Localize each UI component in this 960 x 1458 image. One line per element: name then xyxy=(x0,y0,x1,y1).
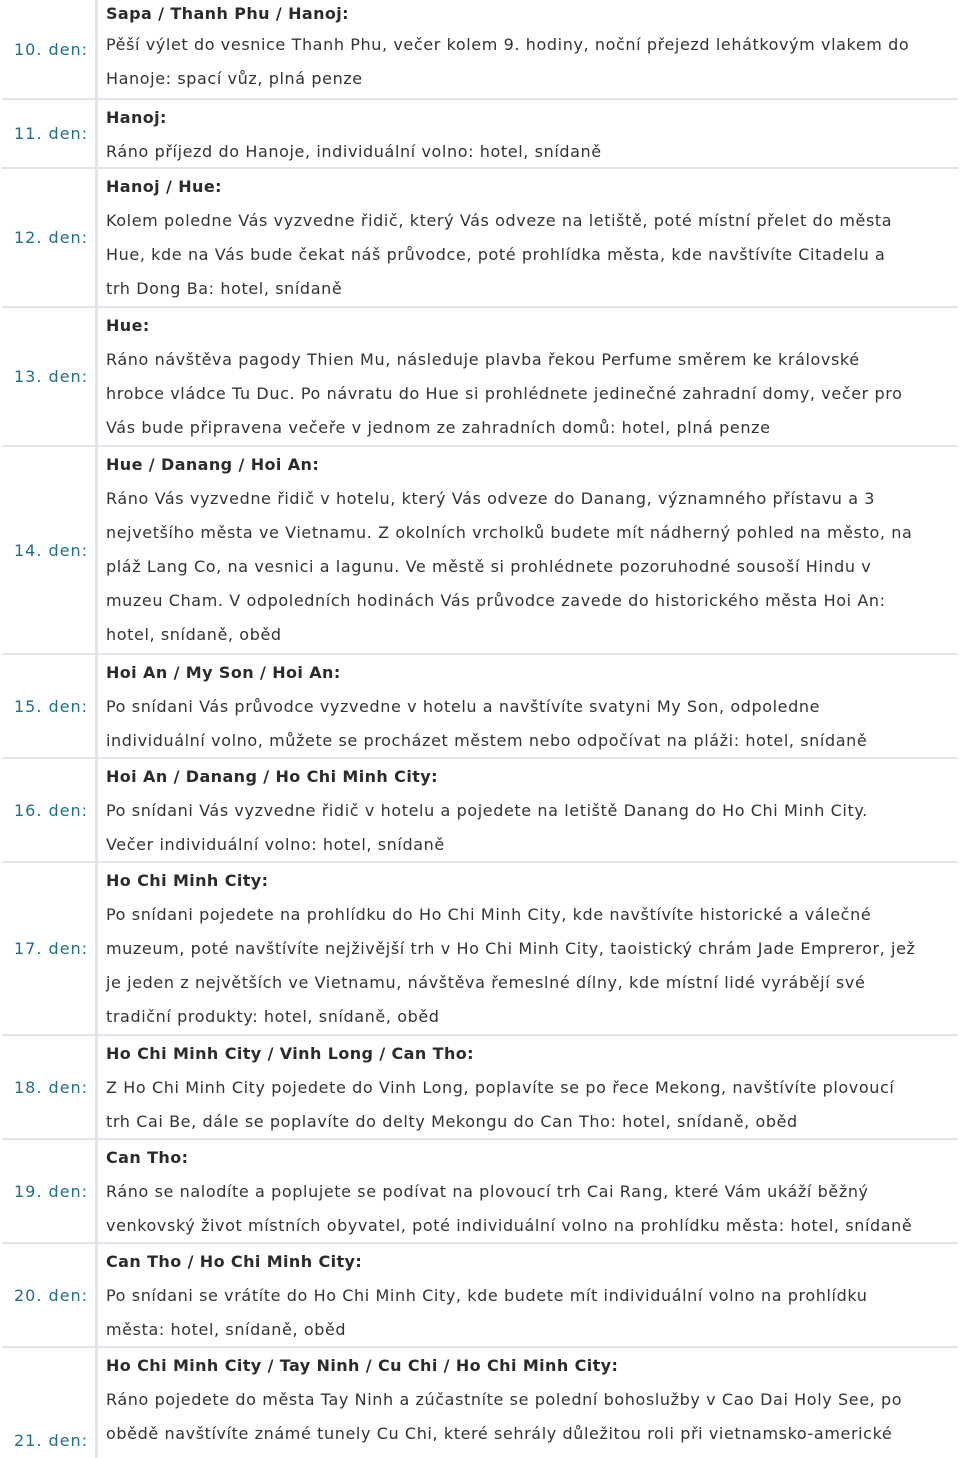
day-text: muzeu Cham. V odpoledních hodinách Vás průvodce zavede do historického města Hoi An: xyxy=(106,591,886,610)
day-text: nejvetšího města ve Vietnamu. Z okolních vrcholků budete mít nádherný pohled na město, na xyxy=(106,523,913,542)
day-text: trh Dong Ba: hotel, snídaně xyxy=(106,279,343,298)
day-label: 10. den: xyxy=(2,0,98,98)
day-content xyxy=(98,759,958,861)
day-title: Ho Chi Minh City / Tay Ninh / Cu Chi / Ho Chi Minh City: xyxy=(106,1356,619,1375)
day-text: Kolem poledne Vás vyzvedne řidič, který Vás odveze na letiště, poté místní přelet do města xyxy=(106,211,893,230)
day-content xyxy=(98,1244,958,1346)
day-text: je jeden z největších ve Vietnamu, návštěva řemeslné dílny, kde místní lidé vyrábějí své xyxy=(106,973,866,992)
day-text: Ráno se nalodíte a poplujete se podívat na plovoucí trh Cai Rang, které Vám ukáží běžný xyxy=(106,1182,869,1201)
day-text: Ráno příjezd do Hanoje, individuální volno: hotel, snídaně xyxy=(106,142,602,161)
day-title: Can Tho: xyxy=(106,1148,189,1167)
day-text: Po snídani se vrátíte do Ho Chi Minh City, kde budete mít individuální volno na prohlídku xyxy=(106,1286,868,1305)
day-row xyxy=(2,0,958,100)
day-label: 17. den: xyxy=(2,863,98,1034)
day-content xyxy=(98,447,958,653)
day-text: muzeum, poté navštívíte nejživější trh v Ho Chi Minh City, taoistický chrám Jade Empreror, jež xyxy=(106,939,916,958)
day-text: Hue, kde na Vás bude čekat náš průvodce, poté prohlídka města, kde navštívíte Citadelu a xyxy=(106,245,886,264)
day-row xyxy=(2,1348,958,1458)
day-label: 20. den: xyxy=(2,1244,98,1346)
day-title: Hue / Danang / Hoi An: xyxy=(106,455,320,474)
day-content xyxy=(98,308,958,445)
day-content xyxy=(98,655,958,757)
day-content xyxy=(98,863,958,1034)
day-text: Po snídani pojedete na prohlídku do Ho Chi Minh City, kde navštívíte historické a válečné xyxy=(106,905,872,924)
day-label: 21. den: xyxy=(2,1348,98,1458)
day-text: trh Cai Be, dále se poplavíte do delty Mekongu do Can Tho: hotel, snídaně, oběd xyxy=(106,1112,798,1131)
day-title: Sapa / Thanh Phu / Hanoj: xyxy=(106,4,349,23)
day-text: pláž Lang Co, na vesnici a lagunu. Ve městě si prohlédnete pozoruhodné sousoší Hindu v xyxy=(106,557,872,576)
day-text: venkovský život místních obyvatel, poté individuální volno na prohlídku města: hotel, snídaně xyxy=(106,1216,913,1235)
day-text: Pěší výlet do vesnice Thanh Phu, večer kolem 9. hodiny, noční přejezd lehátkovým vlakem do xyxy=(106,35,910,54)
day-title: Can Tho / Ho Chi Minh City: xyxy=(106,1252,363,1271)
day-text: obědě navštívíte známé tunely Cu Chi, které sehrály důležitou roli při vietnamsko-americké xyxy=(106,1424,893,1443)
itinerary-table xyxy=(2,0,958,1458)
day-text: hrobce vládce Tu Duc. Po návratu do Hue si prohlédnete jedinečné zahradní domy, večer pro xyxy=(106,384,903,403)
day-label: 14. den: xyxy=(2,447,98,653)
day-text: individuální volno, můžete se procházet městem nebo odpočívat na pláži: hotel, snídaně xyxy=(106,731,868,750)
day-content xyxy=(98,1140,958,1242)
day-label: 12. den: xyxy=(2,169,98,306)
day-text: Po snídani Vás průvodce vyzvedne v hotelu a navštívíte svatyni My Son, odpoledne xyxy=(106,697,821,716)
day-label: 18. den: xyxy=(2,1036,98,1138)
day-content xyxy=(98,1348,958,1458)
day-content xyxy=(98,100,958,167)
day-content xyxy=(98,169,958,306)
day-text: Večer individuální volno: hotel, snídaně xyxy=(106,835,445,854)
day-row xyxy=(2,759,958,863)
day-text: Ráno pojedete do města Tay Ninh a zúčastníte se polední bohoslužby v Cao Dai Holy See, po xyxy=(106,1390,903,1409)
day-text: tradiční produkty: hotel, snídaně, oběd xyxy=(106,1007,440,1026)
day-title: Ho Chi Minh City / Vinh Long / Can Tho: xyxy=(106,1044,474,1063)
day-row xyxy=(2,100,958,169)
day-label: 13. den: xyxy=(2,308,98,445)
day-row xyxy=(2,308,958,447)
day-row xyxy=(2,447,958,655)
day-text: Hanoje: spací vůz, plná penze xyxy=(106,69,363,88)
day-row xyxy=(2,1036,958,1140)
day-text: Ráno Vás vyzvedne řidič v hotelu, který Vás odveze do Danang, významného přístavu a 3 xyxy=(106,489,876,508)
day-label: 15. den: xyxy=(2,655,98,757)
day-row xyxy=(2,1140,958,1244)
day-text: města: hotel, snídaně, oběd xyxy=(106,1320,347,1339)
day-title: Hue: xyxy=(106,316,150,335)
day-text: Z Ho Chi Minh City pojedete do Vinh Long, poplavíte se po řece Mekong, navštívíte plovoucí xyxy=(106,1078,895,1097)
day-text: Po snídani Vás vyzvedne řidič v hotelu a pojedete na letiště Danang do Ho Chi Minh City. xyxy=(106,801,868,820)
day-text: hotel, snídaně, oběd xyxy=(106,625,282,644)
day-label: 11. den: xyxy=(2,100,98,167)
day-label: 19. den: xyxy=(2,1140,98,1242)
day-text: Ráno návštěva pagody Thien Mu, následuje plavba řekou Perfume směrem ke královské xyxy=(106,350,860,369)
day-title: Hanoj / Hue: xyxy=(106,177,222,196)
day-title: Ho Chi Minh City: xyxy=(106,871,269,890)
day-title: Hoi An / My Son / Hoi An: xyxy=(106,663,341,682)
day-row xyxy=(2,655,958,759)
day-text: Vás bude připravena večeře v jednom ze zahradních domů: hotel, plná penze xyxy=(106,418,771,437)
day-title: Hanoj: xyxy=(106,108,167,127)
day-row xyxy=(2,1244,958,1348)
day-row xyxy=(2,169,958,308)
day-title: Hoi An / Danang / Ho Chi Minh City: xyxy=(106,767,438,786)
day-row xyxy=(2,863,958,1036)
day-content xyxy=(98,0,958,98)
day-label: 16. den: xyxy=(2,759,98,861)
day-content xyxy=(98,1036,958,1138)
